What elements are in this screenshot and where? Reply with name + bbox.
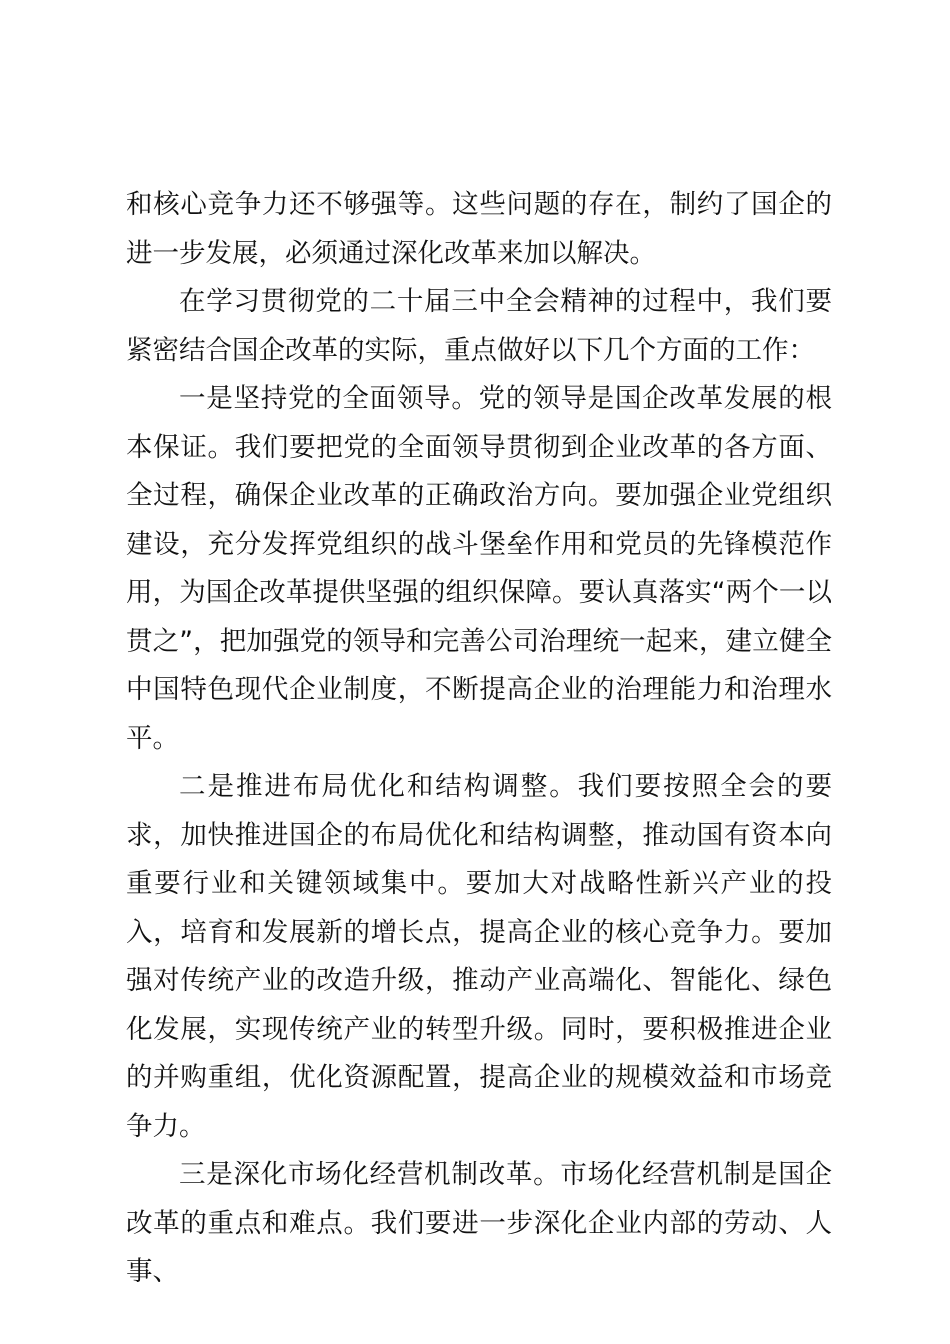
paragraph-point-three: 三是深化市场化经营机制改革。市场化经营机制是国企改革的重点和难点。我们要进一步深化企业内部的劳动、人事、	[126, 1159, 832, 1287]
paragraph-point-one: 一是坚持党的全面领导。党的领导是国企改革发展的根本保证。我们要把党的全面领导贯彻到企业改革的各方面、全过程，确保企业改革的正确政治方向。要加强企业党组织建设，充分发挥党组织的战斗堡垒作用和党员的先锋模范作用，为国企改革提供坚强的组织保障。要认真落实“两个一以贯之”，把加强党的领导和完善公司治理统一起来，建立健全中国特色现代企业制度，不断提高企业的治理能力和治理水平。	[126, 383, 832, 754]
paragraph-continuation: 和核心竞争力还不够强等。这些问题的存在，制约了国企的进一步发展，必须通过深化改革来加以解决。	[126, 189, 832, 269]
paragraph-point-two: 二是推进布局优化和结构调整。我们要按照全会的要求，加快推进国企的布局优化和结构调整，推动国有资本向重要行业和关键领域集中。要加大对战略性新兴产业的投入，培育和发展新的增长点，提高企业的核心竞争力。要加强对传统产业的改造升级，推动产业高端化、智能化、绿色化发展，实现传统产业的转型升级。同时，要积极推进企业的并购重组，优化资源配置，提高企业的规模效益和市场竞争力。	[126, 771, 832, 1142]
body-text	[126, 181, 832, 1297]
paragraph-intro: 在学习贯彻党的二十届三中全会精神的过程中，我们要紧密结合国企改革的实际，重点做好以下几个方面的工作：	[126, 286, 832, 366]
